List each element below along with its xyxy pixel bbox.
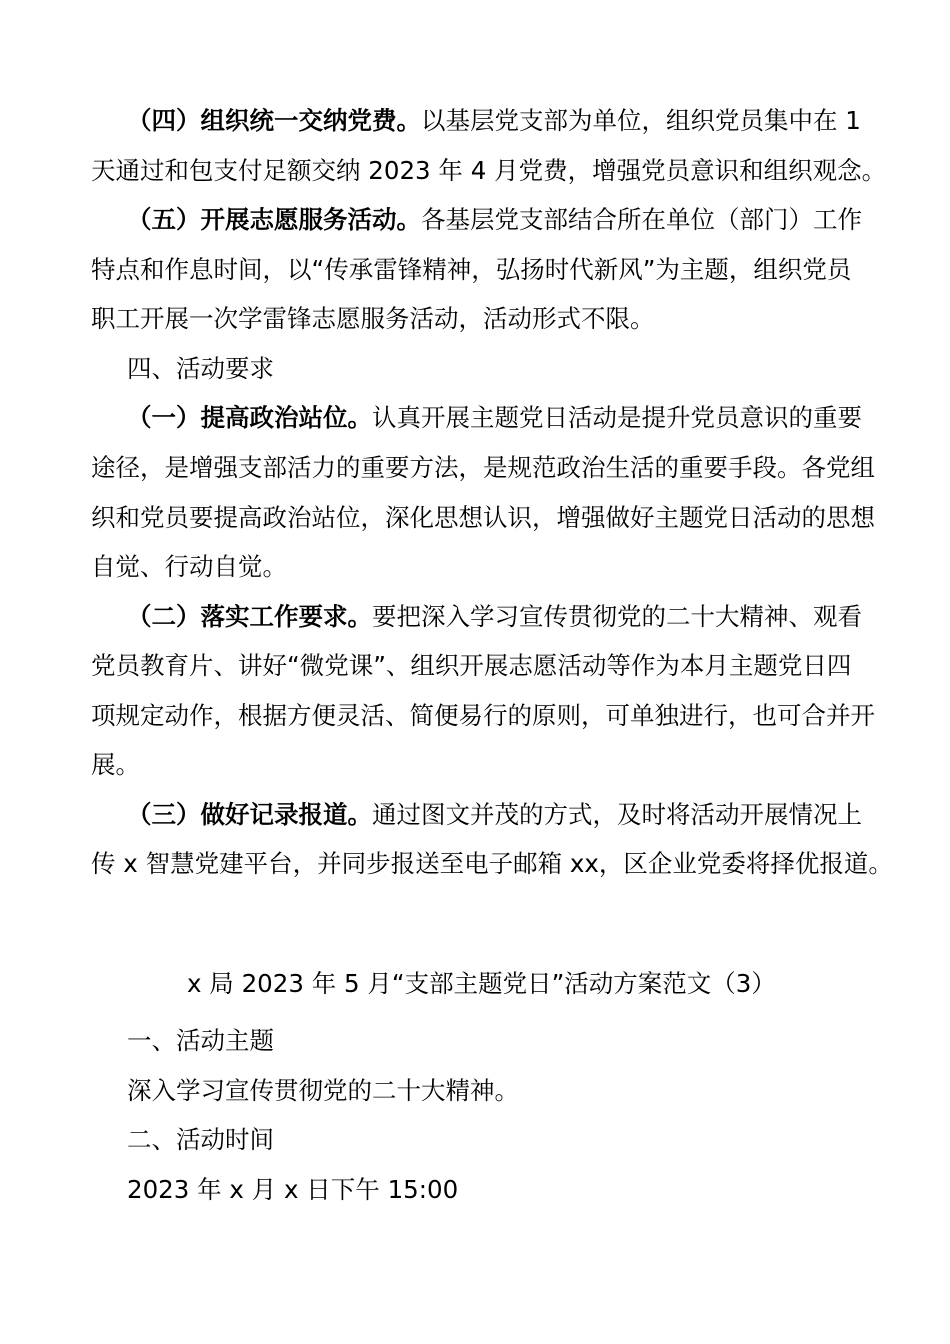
req1-line4: 自觉、行动自觉。 (91, 552, 287, 581)
req2-line1 (127, 600, 862, 634)
doc3-s2-heading: 二、活动时间 (127, 1125, 274, 1154)
section4-heading: 四、活动要求 (127, 354, 274, 383)
doc3-s1-body: 深入学习宣传贯彻党的二十大精神。 (127, 1076, 519, 1105)
req1-text: 认真开展主题党日活动是提升党员意识的重要 (372, 403, 862, 432)
item5-line1 (127, 203, 862, 237)
req1-heading: （一）提高政治站位。 (127, 403, 372, 432)
req3-line2: 传 x 智慧党建平台，并同步报送至电子邮箱 xx，区企业党委将择优报道。 (91, 849, 893, 878)
req3-text: 通过图文并茂的方式，及时将活动开展情况上 (372, 800, 862, 829)
item5-text: 各基层党支部结合所在单位（部门）工作 (421, 205, 862, 234)
item5-heading: （五）开展志愿服务活动。 (127, 205, 421, 234)
req2-line2: 党员教育片、讲好“微党课”、组织开展志愿活动等作为本月主题党日四 (91, 651, 852, 680)
req2-line3: 项规定动作，根据方便灵活、简便易行的原则，可单独进行，也可合并开 (91, 701, 875, 730)
doc3-s2-body: 2023 年 x 月 x 日下午 15:00 (127, 1175, 459, 1204)
req2-text: 要把深入学习宣传贯彻党的二十大精神、观看 (372, 602, 862, 631)
req1-line1 (127, 401, 862, 435)
item4-line1 (127, 104, 861, 138)
req1-line2: 途径，是增强支部活力的重要方法，是规范政治生活的重要手段。各党组 (91, 453, 875, 482)
item4-line2: 天通过和包支付足额交纳 2023 年 4 月党费，增强党员意识和组织观念。 (91, 156, 887, 185)
req3-line1 (127, 798, 862, 832)
req1-line3: 织和党员要提高政治站位，深化思想认识，增强做好主题党日活动的思想 (91, 503, 875, 532)
req3-heading: （三）做好记录报道。 (127, 800, 372, 829)
doc3-s1-heading: 一、活动主题 (127, 1026, 274, 1055)
doc3-title: x 局 2023 年 5 月“支部主题党日”活动方案范文（3） (187, 969, 776, 998)
item4-heading: （四）组织统一交纳党费。 (127, 106, 421, 135)
item5-line3: 职工开展一次学雷锋志愿服务活动，活动形式不限。 (91, 304, 655, 333)
req2-line4: 展。 (91, 750, 140, 779)
item5-line2: 特点和作息时间，以“传承雷锋精神，弘扬时代新风”为主题，组织党员 (91, 255, 852, 284)
req2-heading: （二）落实工作要求。 (127, 602, 372, 631)
item4-text: 以基层党支部为单位，组织党员集中在 1 (421, 106, 861, 135)
